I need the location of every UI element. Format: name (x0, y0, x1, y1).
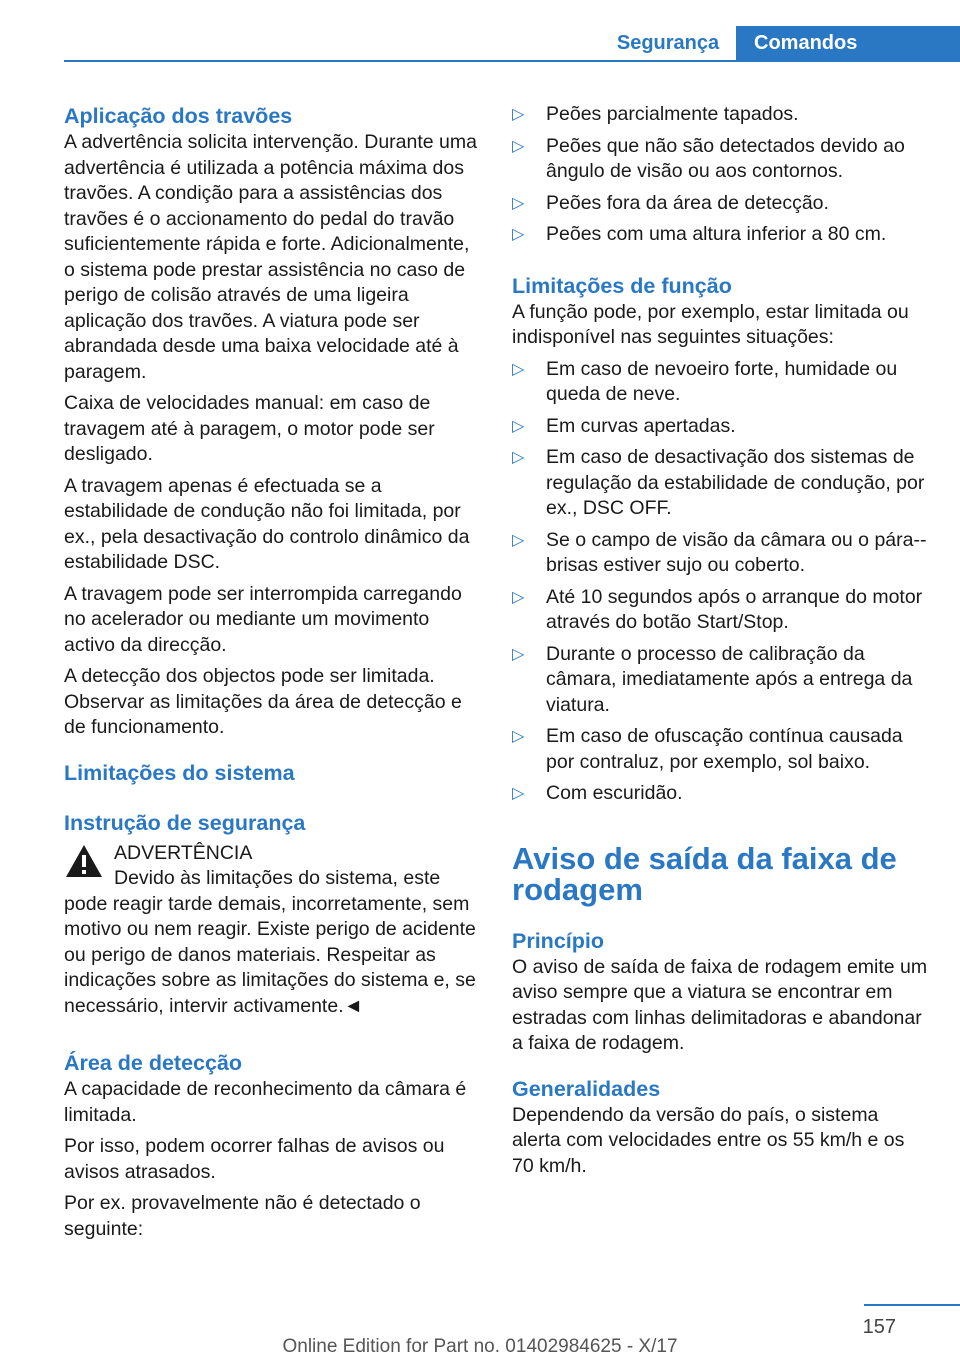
function-limits-list (512, 357, 930, 807)
footer-rule (864, 1304, 960, 1306)
triangle-bullet-icon: ▷ (512, 588, 525, 606)
paragraph: Por ex. provavelmente não é detectado o seguinte: (64, 1192, 421, 1240)
list-item: ▷ Em caso de nevoeiro forte, humidade ou queda de neve. (512, 357, 898, 405)
warning-title: ADVERTÊNCIA (114, 841, 253, 864)
paragraph: A função pode, por exemplo, estar limitada ou indisponível nas seguintes situações: (512, 300, 909, 348)
heading-area-deteccao: Área de detecção (64, 1051, 243, 1075)
header-rule (64, 60, 736, 62)
warning-text: pode reagir tarde demais, incorretamente, sem motivo ou nem reagir. Existe perigo de acidente ou perigo de danos materiais. Respeitar as indicações sobre as limitações do sistema e, se necessário, intervir activamente.◄ (64, 892, 476, 1017)
list-item: ▷ Em caso de desactivação dos sistemas de regulação da estabilidade de condução, por ex., DSC OFF. (512, 446, 925, 519)
warning-block (64, 841, 478, 1020)
page-number: 157 (862, 1316, 896, 1338)
list-item: ▷ Peões com uma altura inferior a 80 cm. (512, 222, 930, 248)
section-tab-seguranca: Segurança (616, 32, 720, 54)
footer-edition: Online Edition for Part no. 01402984625 - X/17 (282, 1336, 678, 1357)
list-item: ▷ Peões que não são detectados devido ao ângulo de visão ou aos contornos. (512, 134, 905, 182)
heading-aplicacao-travoes: Aplicação dos travões (64, 104, 293, 128)
paragraph: A travagem apenas é efectuada se a estabilidade de condução não foi limitada, por ex., pela desactivação do controlo dinâmico da estabilidade DSC. (64, 474, 470, 573)
paragraph: Caixa de velocidades manual: em caso de travagem até à paragem, o motor pode ser desligado. (64, 392, 435, 465)
paragraph: Dependendo da versão do país, o sistema alerta com velocidades entre os 55 km/h e os 70 km/h. (512, 1103, 905, 1177)
heading-limitacoes-funcao: Limitações de função (512, 273, 732, 298)
paragraph: A advertência solicita intervenção. Durante uma advertência é utilizada a potência máxima dos travões. A condição para a assistências dos travões é o accionamento do pedal do travão suficientemente rápida e forte. Adicionalmente, o sistema pode prestar assistência no caso de perigo de colisão através de uma ligeira aplicação dos travões. A viatura pode ser abrandada desde uma baixa velocidade até à paragem. (64, 131, 477, 383)
triangle-bullet-icon: ▷ (512, 106, 525, 123)
triangle-bullet-icon: ▷ (512, 531, 525, 549)
list-item: ▷ Peões fora da área de detecção. (512, 191, 930, 217)
triangle-bullet-icon: ▷ (512, 194, 525, 212)
paragraph: A detecção dos objectos pode ser limitada. Observar as limitações da área de detecção e de funcionamento. (64, 665, 462, 738)
heading-limitacoes-sistema: Limitações do sistema (64, 760, 295, 785)
triangle-bullet-icon: ▷ (512, 728, 525, 745)
heading-generalidades: Generalidades (512, 1076, 661, 1101)
triangle-bullet-icon: ▷ (512, 226, 525, 243)
heading-principio: Princípio (512, 928, 604, 953)
paragraph: Por isso, podem ocorrer falhas de avisos ou avisos atrasados. (64, 1135, 445, 1183)
paragraph: O aviso de saída de faixa de rodagem emite um aviso sempre que a viatura se encontrar em estradas com linhas delimitadoras e abandonar a faixa de rodagem. (512, 955, 928, 1054)
section-tab-comandos: Comandos (736, 26, 960, 62)
paragraph: A capacidade de reconhecimento da câmara é limitada. (64, 1078, 467, 1126)
triangle-bullet-icon: ▷ (512, 417, 525, 435)
triangle-bullet-icon: ▷ (512, 645, 525, 663)
list-item: ▷ Até 10 segundos após o arranque do motor através do botão Start/Stop. (512, 585, 923, 633)
list-item: ▷ Com escuridão. (512, 781, 930, 807)
list-item: ▷ Durante o processo de calibração da câmara, imediatamente após a entrega da viatura. (512, 642, 913, 716)
list-item: ▷ Em curvas apertadas. (512, 414, 930, 440)
list-item: ▷ Se o campo de visão da câmara ou o pára--brisas estiver sujo ou coberto. (512, 528, 927, 576)
pedestrian-list (512, 102, 930, 248)
warning-text-first: Devido às limitações do sistema, este (114, 867, 441, 889)
heading-aviso-saida-faixa: Aviso de saída da faixa de rodagem (512, 840, 897, 907)
heading-instrucao-seguranca: Instrução de segurança (64, 810, 306, 835)
triangle-bullet-icon: ▷ (512, 360, 525, 378)
paragraph: A travagem pode ser interrompida carregando no acelerador ou mediante um movimento activo da direcção. (64, 582, 462, 656)
triangle-bullet-icon: ▷ (512, 137, 525, 155)
right-column (512, 102, 930, 1185)
triangle-bullet-icon: ▷ (512, 449, 525, 466)
warning-triangle-icon (64, 843, 104, 879)
list-item: ▷ Peões parcialmente tapados. (512, 102, 930, 128)
left-column (64, 102, 478, 1248)
triangle-bullet-icon: ▷ (512, 785, 525, 802)
list-item: ▷ Em caso de ofuscação contínua causada por contraluz, por exemplo, sol baixo. (512, 725, 903, 773)
page-header (0, 0, 960, 62)
